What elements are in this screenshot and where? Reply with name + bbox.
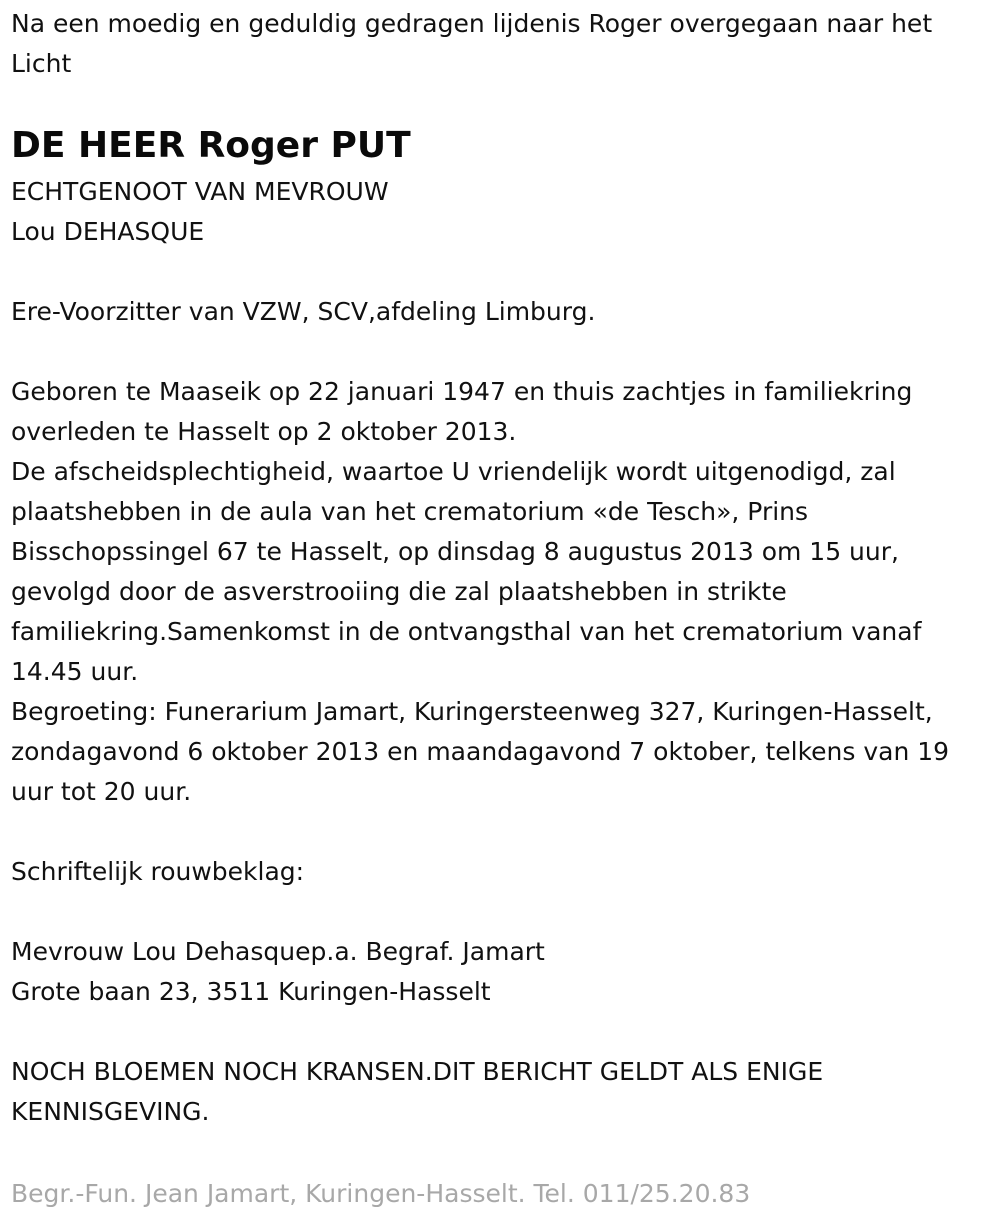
deceased-name: DE HEER Roger PUT [11,125,411,166]
address-line-1: Mevrouw Lou Dehasquep.a. Begraf. Jamart [11,937,545,966]
spacer [11,812,992,852]
birth-death-text: Geboren te Maaseik op 22 januari 1947 en thuis zachtjes in familiekring overleden te Hasselt op 2 oktober 2013. [11,377,913,446]
spacer [11,892,992,932]
intro-text: Na een moedig en geduldig gedragen lijdenis Roger overgegaan naar het Licht [11,9,933,78]
funeral-home-footer: Begr.-Fun. Jean Jamart, Kuringen-Hasselt. Tel. 011/25.20.83 [11,1179,751,1208]
address-line-2: Grote baan 23, 3511 Kuringen-Hasselt [11,977,491,1006]
greeting-text: Begroeting: Funerarium Jamart, Kuringersteenweg 327, Kuringen-Hasselt, zondagavond 6 oktober 2013 en maandagavond 7 oktober, telkens van 19 uur tot 20 uur. [11,697,950,806]
spacer [11,332,992,372]
spouse-line-2: Lou DEHASQUE [11,217,205,246]
honorary-title: Ere-Voorzitter van VZW, SCV,afdeling Limburg. [11,297,596,326]
ceremony-text: De afscheidsplechtigheid, waartoe U vriendelijk wordt uitgenodigd, zal plaatshebben in de aula van het crematorium «de Tesch», Prins Bisschopssingel 67 te Hasselt, op dinsdag 8 augustus 2013 om 15 uur, gevolgd door de asverstrooiing die zal plaatshebben in strikte familiekring.Samenkomst in de ontvangsthal van het crematorium vanaf 14.45 uur. [11,457,922,686]
condolence-label: Schriftelijk rouwbeklag: [11,857,305,886]
spacer [11,1012,992,1052]
no-flowers-notice: NOCH BLOEMEN NOCH KRANSEN.DIT BERICHT GELDT ALS ENIGE KENNISGEVING. [11,1057,824,1126]
spouse-line-1: ECHTGENOOT VAN MEVROUW [11,177,389,206]
spacer [11,252,992,292]
